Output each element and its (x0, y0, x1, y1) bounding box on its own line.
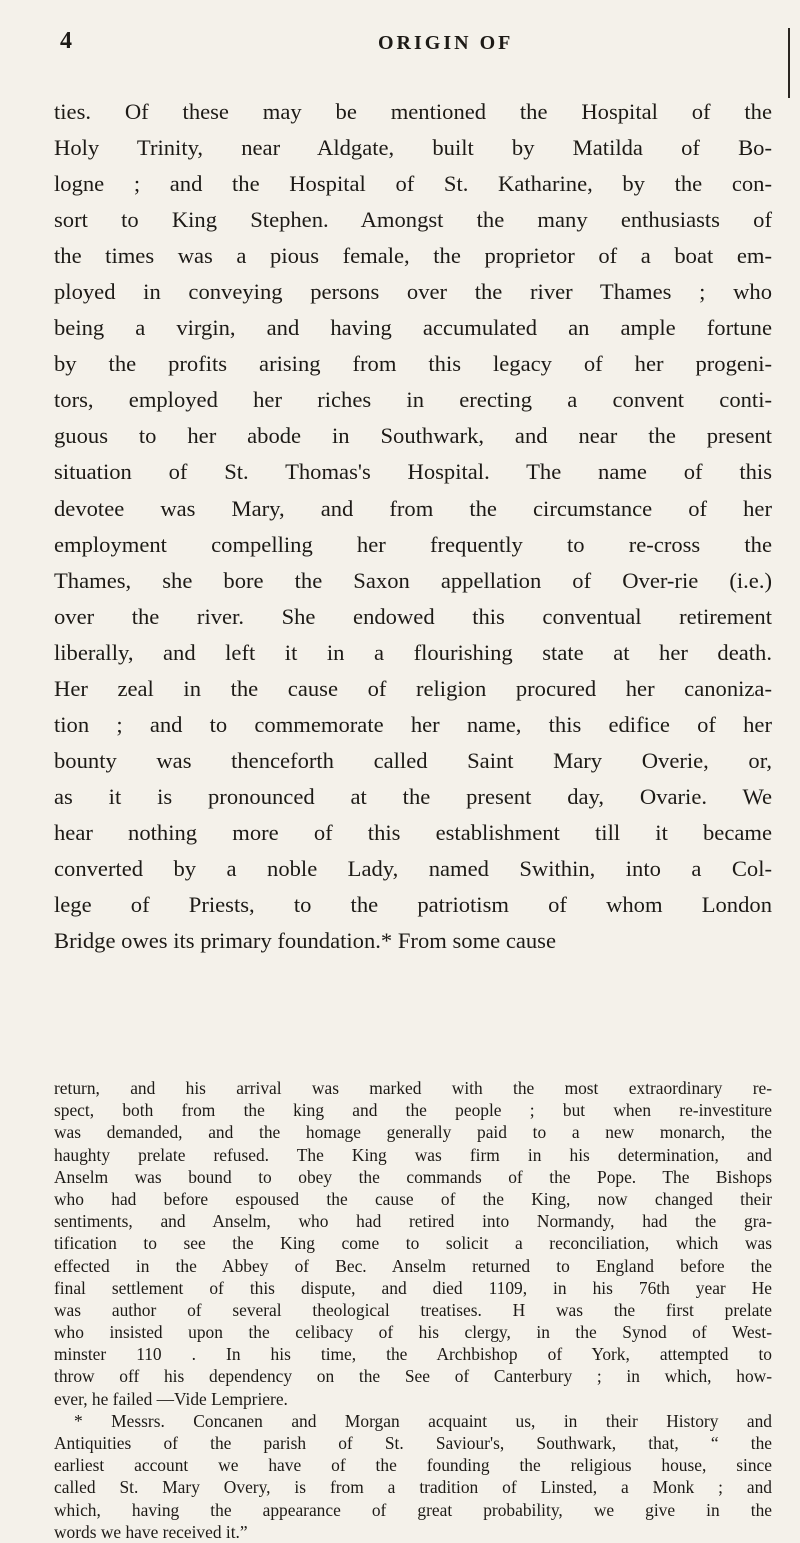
text-line: by the profits arising from this legacy of her progeni- (54, 351, 772, 377)
note-continuation-line: who had before espoused the cause of the King, now changed their (54, 1188, 772, 1209)
note-continuation-line: tification to see the King come to solicit a reconciliation, which was (54, 1233, 772, 1254)
text-line: liberally, and left it in a flourishing state at her death. (54, 639, 772, 665)
note-continuation-line: who insisted upon the celibacy of his clergy, in the Synod of West- (54, 1322, 772, 1343)
text-line: guous to her abode in Southwark, and near the present (54, 423, 772, 449)
note-continuation-line: spect, both from the king and the people ; but when re-investiture (54, 1100, 772, 1121)
text-line: lege of Priests, to the patriotism of whom London (54, 892, 772, 918)
main-text (54, 94, 772, 959)
text-line: hear nothing more of this establishment till it became (54, 819, 772, 845)
footnotes (54, 1077, 772, 1543)
note-continuation-line: return, and his arrival was marked with the most extraordinary re- (54, 1078, 772, 1098)
text-line: Bridge owes its primary foundation.* From some cause (54, 928, 556, 954)
text-line: the times was a pious female, the proprietor of a boat em- (54, 243, 772, 269)
text-line: being a virgin, and having accumulated an ample fortune (54, 315, 772, 341)
footnote-line: words we have received it.” (54, 1521, 248, 1542)
note-continuation-line: haughty prelate refused. The King was firm in his determination, and (54, 1144, 772, 1165)
note-continuation-line: was demanded, and the homage generally paid to a new monarch, the (54, 1122, 772, 1143)
text-line: tion ; and to commemorate her name, this edifice of her (54, 711, 772, 737)
page-header (60, 28, 790, 68)
note-continuation-line: minster 110 . In his time, the Archbishop of York, attempted to (54, 1344, 772, 1365)
page-edge-rule (788, 28, 790, 98)
text-line: converted by a noble Lady, named Swithin, into a Col- (54, 855, 772, 881)
footnote-line: which, having the appearance of great probability, we give in the (54, 1499, 772, 1520)
text-line: as it is pronounced at the present day, Ovarie. We (54, 783, 772, 809)
text-line: Her zeal in the cause of religion procured her canoniza- (54, 675, 772, 701)
text-line: Holy Trinity, near Aldgate, built by Matilda of Bo- (54, 135, 772, 161)
note-continuation-line: throw off his dependency on the See of Canterbury ; in which, how- (54, 1366, 772, 1387)
text-line: logne ; and the Hospital of St. Katharine, by the con- (54, 171, 772, 197)
text-line: Thames, she bore the Saxon appellation of Over-rie (i.e.) (54, 567, 772, 593)
text-line: tors, employed her riches in erecting a convent conti- (54, 387, 772, 413)
text-line: employment compelling her frequently to re-cross the (54, 531, 772, 557)
footnote-line: earliest account we have of the founding the religious house, since (54, 1455, 772, 1476)
note-continuation-line: final settlement of this dispute, and died 1109, in his 76th year He (54, 1277, 772, 1298)
note-continuation-line: Anselm was bound to obey the commands of the Pope. The Bishops (54, 1166, 772, 1187)
footnote-line: * Messrs. Concanen and Morgan acquaint us, in their History and (74, 1410, 772, 1431)
text-line: devotee was Mary, and from the circumstance of her (54, 495, 772, 521)
note-continuation-line: effected in the Abbey of Bec. Anselm returned to England before the (54, 1255, 772, 1276)
text-line: over the river. She endowed this conventual retirement (54, 603, 772, 629)
text-line: bounty was thenceforth called Saint Mary Overie, or, (54, 747, 772, 773)
page-number: 4 (60, 28, 72, 54)
text-line: ties. Of these may be mentioned the Hospital of the (54, 99, 772, 124)
text-line: ployed in conveying persons over the river Thames ; who (54, 279, 772, 305)
text-line: sort to King Stephen. Amongst the many enthusiasts of (54, 207, 772, 233)
running-title: ORIGIN OF (378, 32, 514, 54)
text-line: situation of St. Thomas's Hospital. The name of this (54, 459, 772, 485)
footnote-line: called St. Mary Overy, is from a tradition of Linsted, a Monk ; and (54, 1477, 772, 1498)
note-continuation-line: ever, he failed —Vide Lempriere. (54, 1388, 288, 1409)
note-continuation-line: was author of several theological treatises. H was the first prelate (54, 1299, 772, 1320)
footnote-line: Antiquities of the parish of St. Saviour's, Southwark, that, “ the (54, 1433, 772, 1453)
note-continuation-line: sentiments, and Anselm, who had retired into Normandy, had the gra- (54, 1211, 772, 1232)
